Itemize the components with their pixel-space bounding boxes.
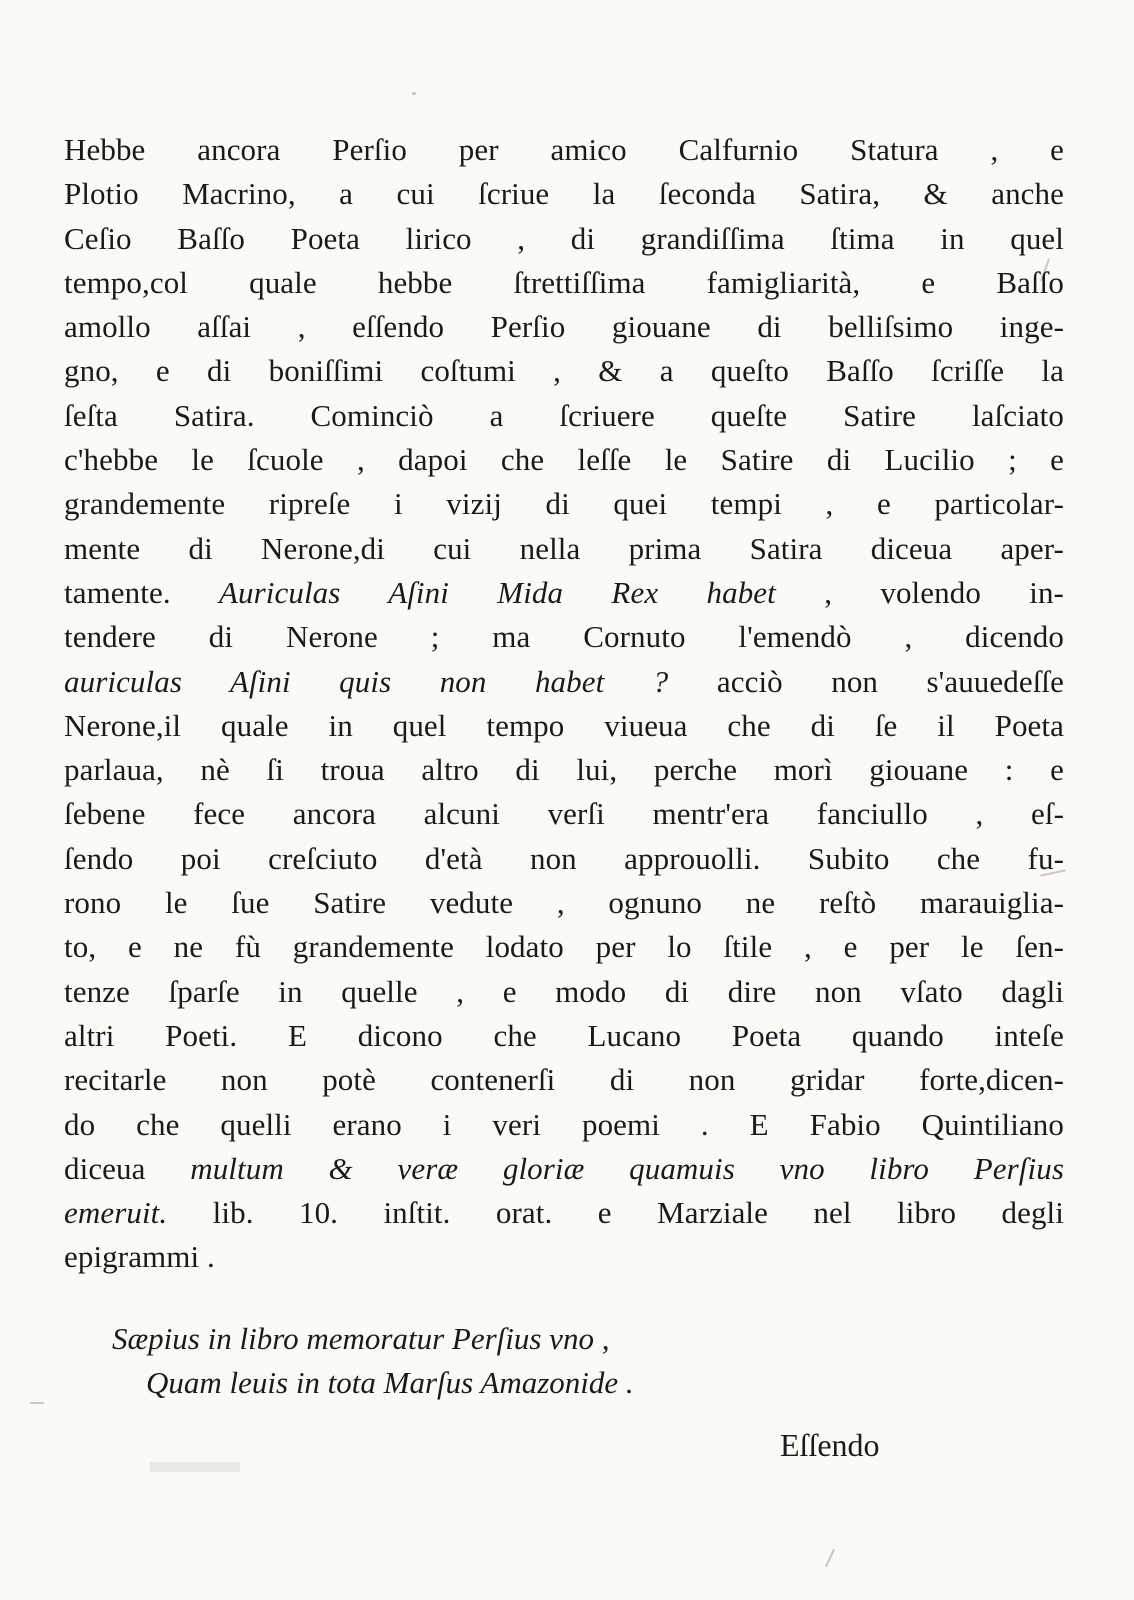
text-roman: tamente. xyxy=(64,574,219,610)
text-line: tenze ſparſe in quelle , e modo di dire non vſato dagli xyxy=(64,973,1064,1009)
text-line: gno, e di boniſſimi coſtumi , & a queſto Baſſo ſcriſſe la xyxy=(64,353,1064,389)
text-line: Plotio Macrino, a cui ſcriue la ſeconda Satira, & anche xyxy=(64,176,1064,212)
text-line-mixed xyxy=(64,1191,1064,1235)
text-line: ſendo poi creſciuto d'età non approuolli. Subito che fu- xyxy=(64,840,1064,876)
text-line: Hebbe ancora Perſio per amico Calfurnio Statura , e xyxy=(64,132,1064,167)
text-line: tempo,col quale hebbe ſtrettiſſima famigliarità, e Baſſo xyxy=(64,264,1064,300)
latin-quote: Auriculas Aſini Mida Rex habet xyxy=(218,574,776,610)
text-line: tendere di Nerone ; ma Cornuto l'emendò , dicendo xyxy=(64,619,1064,655)
text-line: grandemente ripreſe i vizij di quei tempi , e particolar- xyxy=(64,486,1064,522)
text-line: mente di Nerone,di cui nella prima Satira diceua aper- xyxy=(64,530,1064,566)
text-line: Nerone,il quale in quel tempo viueua che di ſe il Poeta xyxy=(64,707,1064,743)
text-line: altri Poeti. E dicono che Lucano Poeta quando inteſe xyxy=(64,1017,1064,1053)
text-line: recitarle non potè contenerſi di non gridar forte,dicen- xyxy=(64,1062,1064,1098)
text-line: rono le ſue Satire vedute , ognuno ne reſtò marauiglia- xyxy=(64,885,1064,921)
catchword: Eſſendo xyxy=(780,1427,880,1463)
text-roman: diceua xyxy=(64,1150,191,1186)
text-roman: , volendo in- xyxy=(775,574,1064,610)
text-line: Ceſio Baſſo Poeta lirico , di grandiſſima ſtima in quel xyxy=(64,220,1064,256)
text-line: ſeſta Satira. Cominciò a ſcriuere queſte Satire laſciato xyxy=(64,397,1064,433)
paper-speck xyxy=(30,1402,44,1404)
prose-block xyxy=(64,128,1064,1280)
verse-line: Quam leuis in tota Marſus Amazonide . xyxy=(146,1365,634,1400)
latin-quote: multum & veræ gloriæ quamuis vno libro Perſius xyxy=(190,1150,1065,1186)
text-line: parlaua, nè ſi troua altro di lui, perche morì giouane : e xyxy=(64,752,1064,788)
text-line: amollo aſſai , eſſendo Perſio giouane di belliſsimo inge- xyxy=(64,309,1064,345)
verse-line: Sæpius in libro memoratur Perſius vno , xyxy=(112,1321,610,1356)
paper-speck xyxy=(412,92,416,95)
text-line-mixed xyxy=(64,1147,1064,1191)
text-line: do che quelli erano i veri poemi . E Fabio Quintiliano xyxy=(64,1106,1064,1142)
text-line: epigrammi . xyxy=(64,1239,215,1275)
verse-quote xyxy=(112,1317,634,1405)
text-line-mixed xyxy=(64,660,1064,704)
text-roman: lib. 10. inſtit. orat. e Marziale nel libro degli xyxy=(167,1195,1064,1231)
paper-stain xyxy=(150,1462,240,1472)
text-line: ſebene fece ancora alcuni verſi mentr'era fanciullo , eſ- xyxy=(64,796,1064,832)
text-roman: acciò non s'auuedeſſe xyxy=(668,663,1064,699)
text-line: c'hebbe le ſcuole , dapoi che leſſe le Satire di Lucilio ; e xyxy=(64,442,1064,478)
paper-speck xyxy=(825,1549,835,1568)
latin-quote: auriculas Aſini quis non habet ? xyxy=(64,663,669,699)
text-line: to, e ne fù grandemente lodato per lo ſtile , e per le ſen- xyxy=(64,929,1064,965)
text-line-mixed xyxy=(64,571,1064,615)
latin-quote: emeruit. xyxy=(64,1195,168,1231)
